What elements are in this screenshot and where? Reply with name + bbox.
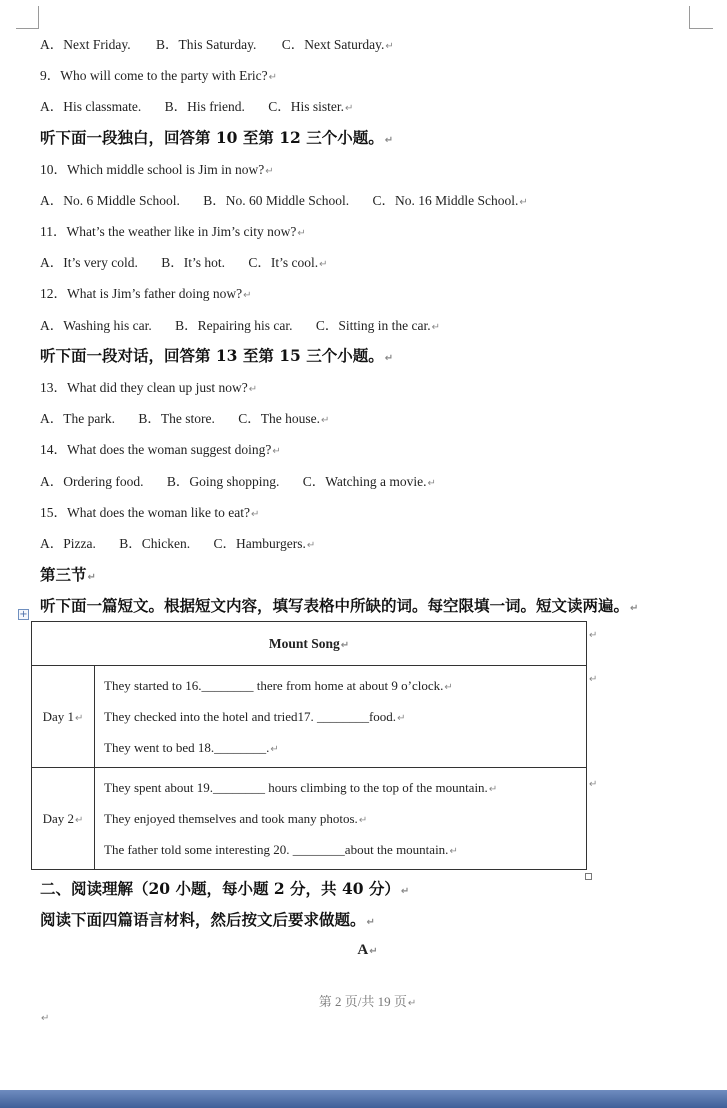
- option-a: A．Washing his car.: [40, 318, 152, 333]
- table-row-day1: [32, 666, 587, 768]
- option-c: C．Next Saturday.: [281, 37, 385, 52]
- question-text: 10．Which middle school is Jim in now?: [40, 162, 265, 177]
- paragraph-mark-icon: ↵: [75, 712, 84, 724]
- options-question-10: [40, 192, 528, 212]
- paragraph-mark-icon: ↵: [630, 603, 639, 614]
- section-heading-part-three: [40, 566, 96, 587]
- table-line-text: They started to 16.________ there from home at about 9 o’clock.: [104, 678, 444, 693]
- heading-text: 二、阅读理解（20 小题，每小题 2 分，共 40 分）: [40, 879, 400, 898]
- options-question-11: [40, 254, 328, 274]
- option-a: A．Next Friday.: [40, 37, 131, 52]
- section-two-instruction: [40, 911, 375, 932]
- paragraph-mark-icon: ↵: [366, 917, 375, 928]
- paragraph-mark-icon: ↵: [449, 846, 458, 857]
- crop-mark-top-left-horizontal: [16, 28, 39, 29]
- table-move-handle-icon[interactable]: +: [19, 609, 28, 620]
- option-a: A．The park.: [40, 411, 115, 426]
- question-15: [40, 504, 259, 524]
- option-a: A．Pizza.: [40, 536, 96, 551]
- paragraph-mark-icon: ↵: [87, 572, 96, 583]
- question-text: 13．What did they clean up just now?: [40, 380, 248, 395]
- table-line-text: They checked into the hotel and tried17. ________food.: [104, 709, 397, 724]
- options-question-14: [40, 473, 436, 493]
- paragraph-mark-icon: ↵: [243, 290, 252, 301]
- paragraph-mark-icon: ↵: [369, 946, 378, 957]
- heading-text: 听下面一段对话，回答第 13 至第 15 三个小题。: [40, 346, 384, 365]
- row-end-mark-icon: ↵: [589, 630, 598, 641]
- paragraph-mark-icon: ↵: [345, 103, 354, 114]
- paragraph-mark-icon: ↵: [385, 41, 394, 52]
- day-label-cell: [32, 768, 95, 870]
- option-a: A．No. 6 Middle School.: [40, 193, 180, 208]
- option-a: A．Ordering food.: [40, 474, 144, 489]
- paragraph-mark-icon: ↵: [320, 415, 330, 426]
- paragraph-mark-icon: ↵: [407, 998, 417, 1009]
- paragraph-mark-icon: ↵: [319, 259, 328, 270]
- option-a: A．It’s very cold.: [40, 255, 138, 270]
- options-question-13: [40, 410, 329, 430]
- paragraph-mark-icon: ↵: [397, 713, 406, 724]
- day-label-cell: [32, 666, 95, 768]
- option-c: C．Sitting in the car.: [315, 318, 431, 333]
- paragraph-mark-icon: ↵: [41, 1013, 50, 1024]
- table-line: [104, 732, 586, 763]
- day-content-cell: [95, 666, 587, 768]
- question-text: 11．What’s the weather like in Jim’s city now?: [40, 224, 297, 239]
- options-question-9: [40, 98, 353, 118]
- passage-label-line: [0, 942, 727, 959]
- table-line: [104, 701, 586, 732]
- option-b: B．Chicken.: [119, 536, 191, 551]
- table-line: [104, 772, 586, 803]
- option-c: C．It’s cool.: [248, 255, 319, 270]
- question-9: [40, 67, 277, 87]
- day-label: Day 2: [42, 810, 75, 826]
- question-text: 15．What does the woman like to eat?: [40, 505, 250, 520]
- question-12: [40, 285, 251, 305]
- heading-text: 听下面一段独白，回答第 10 至第 12 三个小题。: [40, 128, 384, 147]
- page-footer: [0, 991, 727, 1010]
- paragraph-mark-icon: ↵: [384, 353, 394, 364]
- day-label: Day 1: [42, 708, 75, 724]
- option-b: B．It’s hot.: [161, 255, 225, 270]
- section-heading-dialogue: [40, 347, 393, 368]
- paragraph-mark-icon: ↵: [427, 478, 436, 489]
- row-end-mark-icon: ↵: [589, 779, 598, 790]
- question-10: [40, 161, 274, 181]
- option-c: C．His sister.: [268, 99, 344, 114]
- page-number: 第 2 页/共 19 页: [318, 994, 407, 1009]
- window-bottom-bar: [0, 1090, 727, 1108]
- table-line: [104, 803, 586, 834]
- paragraph-mark-icon: ↵: [431, 322, 441, 333]
- crop-mark-top-right-vertical: [689, 6, 690, 28]
- paragraph-mark-icon: ↵: [340, 639, 350, 651]
- day-content-cell: [95, 768, 587, 870]
- option-c: C．The house.: [238, 411, 320, 426]
- question-13: [40, 379, 257, 399]
- question-text: 12．What is Jim’s father doing now?: [40, 286, 243, 301]
- table-line-text: They went to bed 18.________.: [104, 740, 270, 755]
- paragraph-mark-icon: ↵: [384, 135, 394, 146]
- mount-song-table: [31, 621, 587, 870]
- paragraph-mark-icon: ↵: [250, 509, 260, 520]
- section-heading-monologue: [40, 129, 393, 150]
- paragraph-mark-icon: ↵: [248, 384, 258, 395]
- passage-label: A: [357, 942, 369, 958]
- options-question-15: [40, 535, 315, 555]
- option-b: B．This Saturday.: [156, 37, 257, 52]
- option-c: C．No. 16 Middle School.: [372, 193, 519, 208]
- options-question-12: [40, 317, 440, 337]
- option-c: C．Watching a movie.: [302, 474, 427, 489]
- question-11: [40, 223, 306, 243]
- table-line-text: The father told some interesting 20. ________about the mountain.: [104, 842, 449, 857]
- empty-paragraph: [40, 1008, 49, 1028]
- question-text: 9．Who will come to the party with Eric?: [40, 68, 268, 83]
- paragraph-mark-icon: ↵: [297, 228, 306, 239]
- paragraph-mark-icon: ↵: [265, 166, 274, 177]
- option-c: C．Hamburgers.: [213, 536, 306, 551]
- option-b: B．His friend.: [164, 99, 245, 114]
- table-title: Mount Song: [268, 635, 340, 651]
- section-two-heading: [40, 880, 409, 901]
- table-line-text: They spent about 19.________ hours climbing to the top of the mountain.: [104, 780, 488, 795]
- table-row-day2: [32, 768, 587, 870]
- question-text: 14．What does the woman suggest doing?: [40, 442, 272, 457]
- table-title-row: [32, 622, 587, 666]
- table-title-cell: [32, 622, 587, 666]
- option-b: B．The store.: [138, 411, 215, 426]
- option-b: B．Repairing his car.: [175, 318, 293, 333]
- paragraph-mark-icon: ↵: [75, 814, 84, 826]
- paragraph-mark-icon: ↵: [358, 815, 368, 826]
- options-question-8: [40, 36, 394, 56]
- paragraph-mark-icon: ↵: [270, 744, 279, 755]
- table-line: [104, 834, 586, 865]
- crop-mark-top-right-horizontal: [689, 28, 713, 29]
- paragraph-mark-icon: ↵: [444, 682, 453, 693]
- table-resize-handle[interactable]: [585, 873, 592, 880]
- row-end-mark-icon: ↵: [589, 674, 598, 685]
- option-a: A．His classmate.: [40, 99, 142, 114]
- option-b: B．Going shopping.: [166, 474, 280, 489]
- section-instruction-passage: [40, 597, 638, 618]
- paragraph-mark-icon: ↵: [400, 886, 410, 897]
- paragraph-mark-icon: ↵: [306, 540, 316, 551]
- crop-mark-top-left-vertical: [38, 6, 39, 28]
- paragraph-mark-icon: ↵: [268, 72, 277, 83]
- option-b: B．No. 60 Middle School.: [203, 193, 350, 208]
- paragraph-mark-icon: ↵: [519, 197, 528, 208]
- table-line-text: They enjoyed themselves and took many photos.: [104, 811, 358, 826]
- heading-text: 第三节: [40, 565, 87, 584]
- paragraph-mark-icon: ↵: [488, 784, 498, 795]
- heading-text: 听下面一篇短文。根据短文内容，填写表格中所缺的词。每空限填一词。短文读两遍。: [40, 596, 630, 615]
- question-14: [40, 441, 281, 461]
- heading-text: 阅读下面四篇语言材料，然后按文后要求做题。: [40, 910, 366, 929]
- paragraph-mark-icon: ↵: [272, 446, 281, 457]
- table-line: [104, 670, 586, 701]
